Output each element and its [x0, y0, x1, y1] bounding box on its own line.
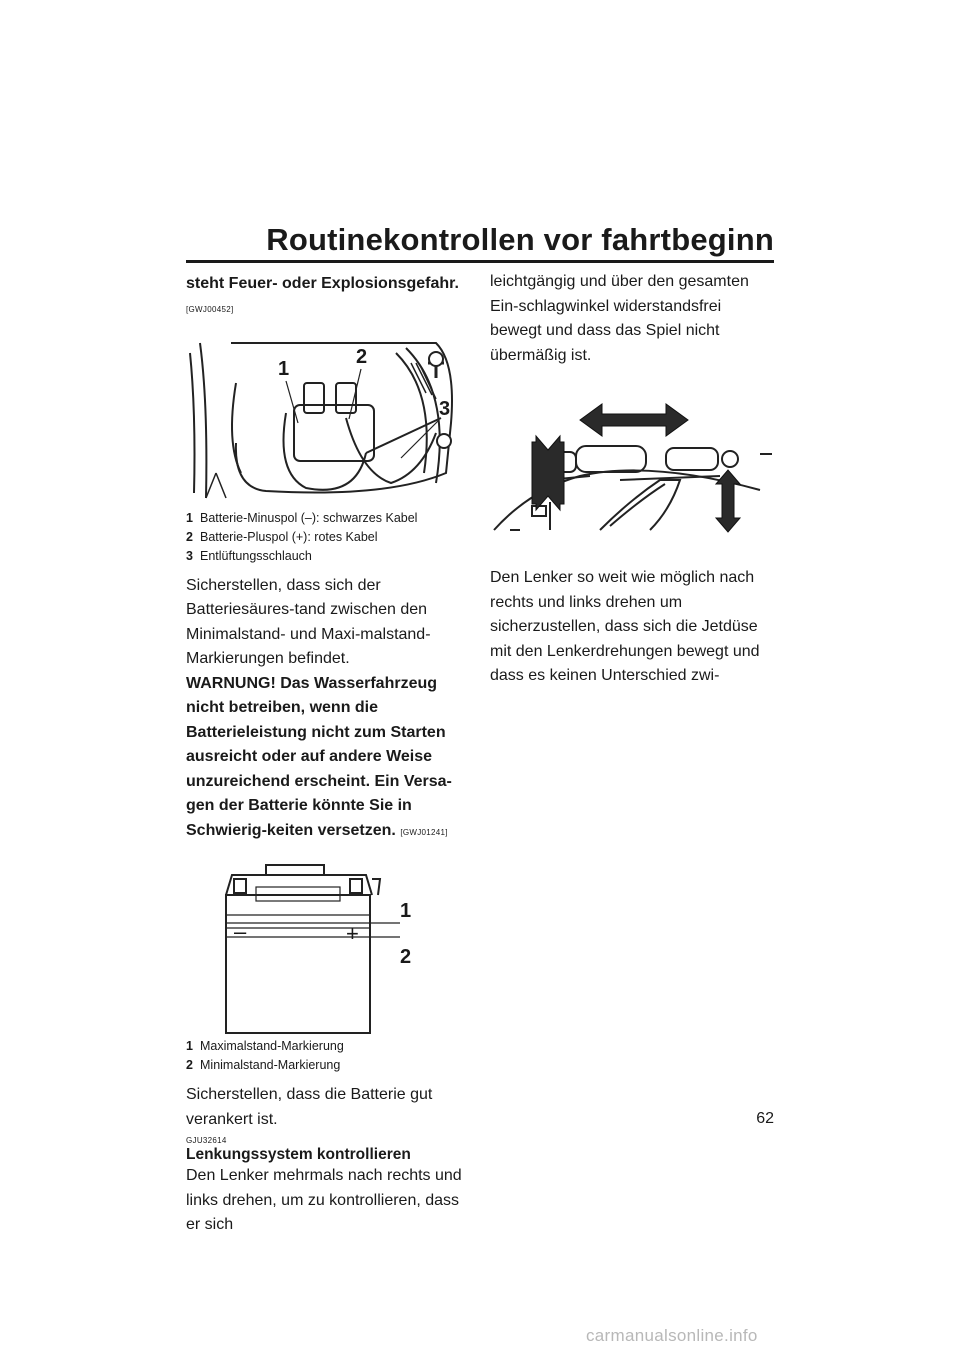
battery-warning-text: WARNUNG! Das Wasserfahrzeug nicht betreiben, wenn die Batterieleistung nicht zum Starten ausreicht oder auf andere Weise unzureichend erscheint. Ein Versa-gen der Batterie könnte Sie in Schwierig-keiten versetzen.: [186, 674, 452, 839]
caption-item: [186, 1056, 468, 1075]
minus-symbol: –: [234, 919, 247, 944]
page-number: 62: [756, 1110, 774, 1127]
right-column: [490, 270, 772, 689]
section-code: GJU32614: [186, 1136, 227, 1145]
intro-warning-text: steht Feuer- oder Explosionsgefahr.: [186, 275, 459, 292]
section-heading: Lenkungssystem kontrollieren: [186, 1146, 411, 1163]
caption-item: [186, 528, 468, 547]
caption-number: 3: [186, 548, 193, 563]
caption-item: [186, 509, 468, 528]
caption-number: 2: [186, 529, 193, 544]
caption-item: [186, 1037, 468, 1056]
steering-check-text: Den Lenker mehrmals nach rechts und links drehen, um zu kontrollieren, dass er sich: [186, 1167, 462, 1233]
nozzle-check-text: Den Lenker so weit wie möglich nach rechts und links drehen um sicherzustellen, dass sich die Jetdüse mit den Lenkerdrehungen bewegt und dass es keinen Unterschied zwi-: [490, 569, 760, 684]
battery-level-figure: [186, 857, 468, 1037]
caption-number: 1: [186, 510, 193, 525]
page-title: Routinekontrollen vor fahrtbeginn: [266, 222, 774, 257]
caption-text: Batterie-Minuspol (–): schwarzes Kabel: [200, 510, 418, 525]
figure2-label-1: 1: [400, 900, 412, 922]
battery-secure-text: Sicherstellen, dass die Batterie gut verankert ist.: [186, 1086, 433, 1128]
handlebar-figure: [490, 380, 772, 550]
watermark: carmanualsonline.info: [586, 1326, 758, 1345]
figure1-label-1: 1: [278, 357, 290, 380]
caption-number: 1: [186, 1039, 193, 1053]
figure2-caption: [186, 1037, 468, 1075]
battery-level-text: Sicherstellen, dass sich der Batteriesäures-tand zwischen den Minimalstand- und Maxi-malstand-Markierungen befindet.: [186, 576, 431, 667]
battery-warning: [186, 672, 468, 846]
steering-continued-text: leichtgängig und über den gesamten Ein-schlagwinkel widerstandsfrei bewegt und dass das Spiel nicht übermäßig ist.: [490, 273, 749, 364]
figure1-caption: [186, 509, 468, 566]
caption-text: Minimalstand-Markierung: [200, 1058, 341, 1072]
plus-symbol: +: [346, 921, 359, 946]
battery-warning-code: [GWJ01241]: [400, 827, 448, 837]
title-rule: [186, 260, 774, 263]
left-column: [186, 270, 468, 1238]
figure2-label-2: 2: [400, 946, 412, 968]
figure1-label-2: 2: [356, 345, 368, 368]
warning-code: [GWJ00452]: [186, 304, 234, 314]
figure1-label-3: 3: [439, 397, 451, 420]
battery-compartment-figure: [186, 323, 468, 509]
caption-text: Maximalstand-Markierung: [200, 1039, 344, 1053]
caption-text: Batterie-Pluspol (+): rotes Kabel: [200, 529, 378, 544]
caption-text: Entlüftungsschlauch: [200, 548, 312, 563]
caption-item: [186, 547, 468, 566]
caption-number: 2: [186, 1058, 193, 1072]
